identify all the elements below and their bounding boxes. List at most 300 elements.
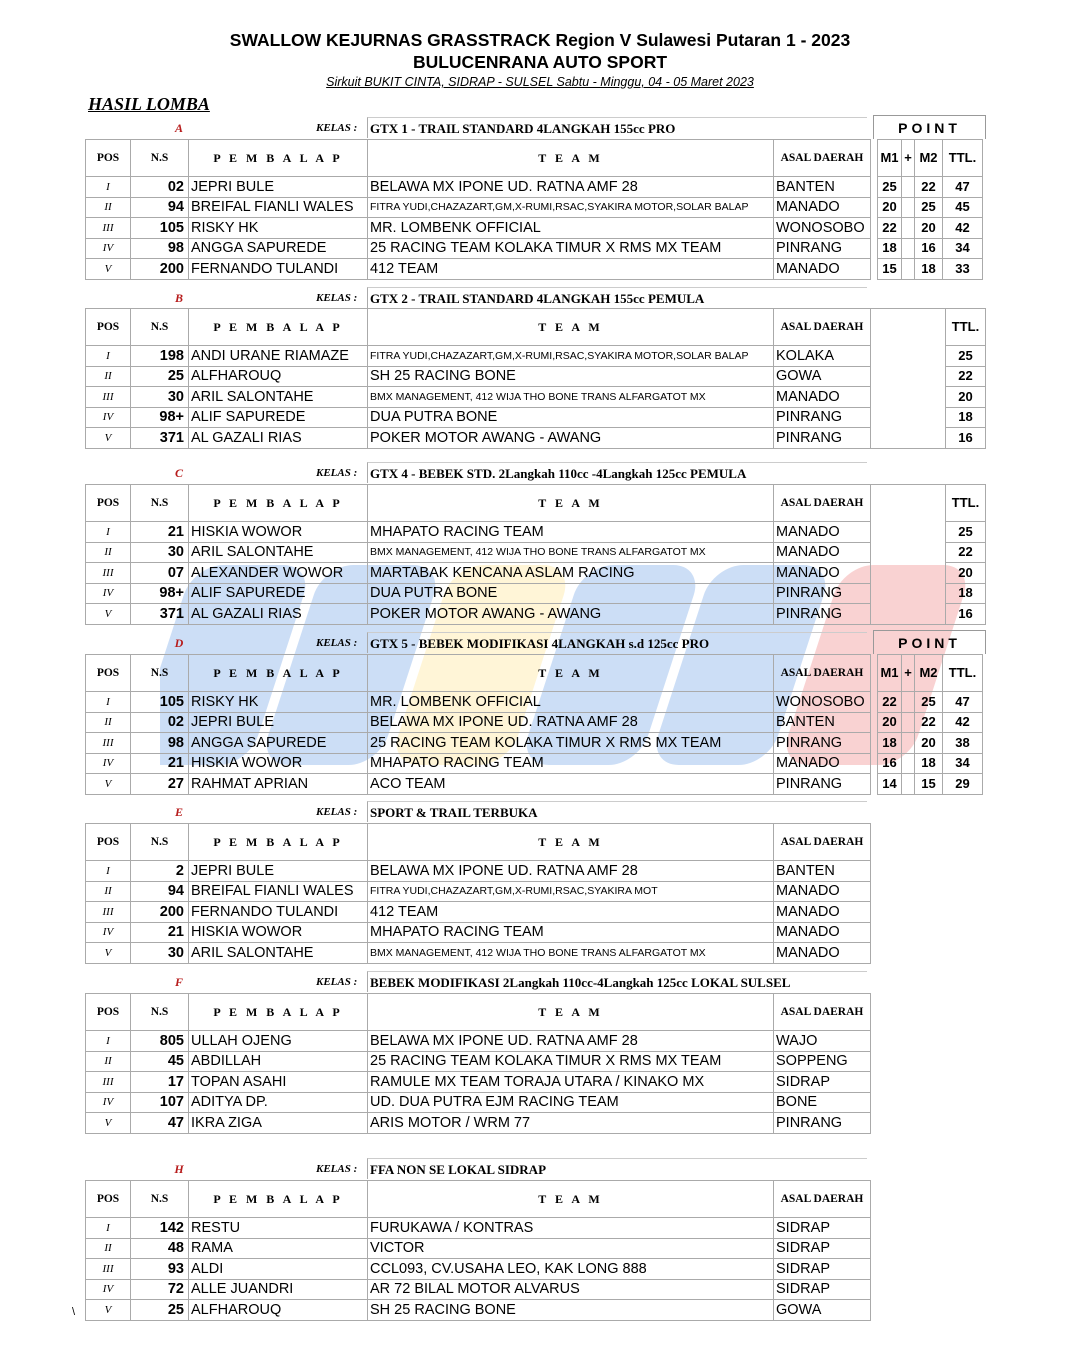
kelas-name: GTX 5 - BEBEK MODIFIKASI 4LANGKAH s.d 125cc PRO [367,632,867,653]
asal-cell: MANADO [774,387,871,408]
gap-cell [871,753,878,774]
team-cell: RAMULE MX TEAM TORAJA UTARA / KINAKO MX [368,1072,774,1093]
ns-cell: 94 [131,881,189,902]
rider-cell: BREIFAL FIANLI WALES [189,881,368,902]
point-title: POINT [873,115,986,139]
table-row [86,366,986,387]
asal-cell: SIDRAP [774,1238,871,1259]
gap-cell [871,407,946,428]
table-row [86,1279,871,1300]
col-asal: ASAL DAERAH [774,1181,871,1218]
pos-cell: I [86,861,131,882]
table-header [86,485,986,522]
col-ns: N.S [131,309,189,346]
ns-cell: 371 [131,604,189,625]
col-rider: P E M B A L A P [189,655,368,692]
asal-cell: MANADO [774,522,871,543]
ttl-cell: 16 [946,604,986,625]
m1-cell: 15 [878,259,902,280]
pos-cell: IV [86,1092,131,1113]
rider-cell: ALIF SAPUREDE [189,583,368,604]
team-cell: MR. LOMBENK OFFICIAL [368,692,774,713]
col-ns: N.S [131,485,189,522]
team-cell: BMX MANAGEMENT, 412 WIJA THO BONE TRANS ALFARGATOT MX [368,542,774,563]
m1-cell: 22 [878,218,902,239]
table-row [86,1092,871,1113]
col-m1: M1 [878,655,902,692]
ttl-cell: 34 [943,238,983,259]
ttl-cell: 34 [943,753,983,774]
ns-cell: 72 [131,1279,189,1300]
gap-cell [871,733,878,754]
rider-cell: RAHMAT APRIAN [189,774,368,795]
team-cell: VICTOR [368,1238,774,1259]
col-ns: N.S [131,655,189,692]
pos-cell: IV [86,407,131,428]
col-m1: M1 [878,140,902,177]
rider-cell: ALFHAROUQ [189,366,368,387]
table-row [86,387,986,408]
rider-cell: ANGGA SAPUREDE [189,733,368,754]
ttl-cell: 38 [943,733,983,754]
event-subtitle: Sirkuit BUKIT CINTA, SIDRAP - SULSEL Sabtu - Minggu, 04 - 05 Maret 2023 [326,75,754,89]
ttl-cell: 47 [943,177,983,198]
ns-cell: 45 [131,1051,189,1072]
pos-cell: V [86,774,131,795]
kelas-name: GTX 2 - TRAIL STANDARD 4LANGKAH 155cc PEMULA [367,287,867,308]
col-pos: POS [86,309,131,346]
ns-cell: 805 [131,1031,189,1052]
col-pos: POS [86,140,131,177]
col-pos: POS [86,824,131,861]
table-row [86,861,871,882]
pos-cell: III [86,902,131,923]
plus-cell [902,177,915,198]
asal-cell: MANADO [774,563,871,584]
table-row [86,1113,871,1134]
table-row [86,774,983,795]
rider-cell: RISKY HK [189,218,368,239]
col-ttl: TTL. [946,309,986,346]
table-row [86,197,983,218]
table-row [86,753,983,774]
team-cell: FITRA YUDI,CHAZAZART,GM,X-RUMI,RSAC,SYAKIRA MOTOR,SOLAR BALAP [368,197,774,218]
asal-cell: SIDRAP [774,1259,871,1280]
col-ns: N.S [131,1181,189,1218]
section-letter: A [174,121,183,135]
team-cell: BELAWA MX IPONE UD. RATNA AMF 28 [368,1031,774,1052]
rider-cell: HISKIA WOWOR [189,522,368,543]
ns-cell: 94 [131,197,189,218]
team-cell: BMX MANAGEMENT, 412 WIJA THO BONE TRANS ALFARGATOT MX [368,387,774,408]
ns-cell: 25 [131,1300,189,1321]
col-rider: P E M B A L A P [189,1181,368,1218]
gap-cell [871,238,878,259]
point-title: POINT [873,630,986,654]
asal-cell: GOWA [774,366,871,387]
gap-cell [871,428,946,449]
rider-cell: ARIL SALONTAHE [189,943,368,964]
team-cell: FITRA YUDI,CHAZAZART,GM,X-RUMI,RSAC,SYAKIRA MOTOR,SOLAR BALAP [368,346,774,367]
asal-cell: BANTEN [774,712,871,733]
rider-cell: JEPRI BULE [189,861,368,882]
gap-cell [871,387,946,408]
pos-cell: I [86,522,131,543]
plus-cell [902,774,915,795]
asal-cell: GOWA [774,1300,871,1321]
asal-cell: PINRANG [774,407,871,428]
gap-cell [871,177,878,198]
table-row [86,1031,871,1052]
asal-cell: MANADO [774,881,871,902]
kelas-label: KELAS : [316,467,358,479]
rider-cell: RAMA [189,1238,368,1259]
team-cell: MHAPATO RACING TEAM [368,753,774,774]
section-letter: C [174,466,183,480]
section-letter: D [174,636,184,650]
col-ttl: TTL. [946,485,986,522]
pos-cell: IV [86,922,131,943]
col-ttl: TTL. [943,655,983,692]
ns-cell: 200 [131,259,189,280]
team-cell: POKER MOTOR AWANG - AWANG [368,604,774,625]
ns-cell: 98 [131,238,189,259]
ns-cell: 30 [131,542,189,563]
plus-cell [902,712,915,733]
team-cell: 25 RACING TEAM KOLAKA TIMUR X RMS MX TEAM [368,1051,774,1072]
col-pos: POS [86,1181,131,1218]
team-cell: ACO TEAM [368,774,774,795]
pos-cell: II [86,881,131,902]
ns-cell: 27 [131,774,189,795]
rider-cell: ALFHAROUQ [189,1300,368,1321]
m1-cell: 16 [878,753,902,774]
col-rider: P E M B A L A P [189,994,368,1031]
pos-cell: III [86,218,131,239]
asal-cell: SIDRAP [774,1279,871,1300]
m2-cell: 20 [915,733,943,754]
section-letter: F [174,975,183,989]
gap-cell [871,522,946,543]
m2-cell: 16 [915,238,943,259]
col-team: T E A M [368,994,774,1031]
team-cell: SH 25 RACING BONE [368,366,774,387]
asal-cell: BANTEN [774,861,871,882]
m1-cell: 25 [878,177,902,198]
col-team: T E A M [368,140,774,177]
table-row [86,177,983,198]
ttl-cell: 20 [946,387,986,408]
gap-cell [871,563,946,584]
ns-cell: 98+ [131,583,189,604]
ttl-cell: 25 [946,346,986,367]
ttl-cell: 20 [946,563,986,584]
pos-cell: II [86,1051,131,1072]
gap-cell [871,259,878,280]
col-asal: ASAL DAERAH [774,655,871,692]
rider-cell: ALIF SAPUREDE [189,407,368,428]
asal-cell: MANADO [774,902,871,923]
asal-cell: BONE [774,1092,871,1113]
ttl-cell: 29 [943,774,983,795]
kelas-row [0,801,1080,823]
pos-cell: IV [86,583,131,604]
results-table [85,1180,871,1321]
col-ns: N.S [131,824,189,861]
table-header [86,1181,871,1218]
ns-cell: 02 [131,177,189,198]
rider-cell: ALLE JUANDRI [189,1279,368,1300]
pos-cell: IV [86,238,131,259]
pos-cell: I [86,346,131,367]
asal-cell: PINRANG [774,604,871,625]
kelas-label: KELAS : [316,976,358,988]
plus-cell [902,259,915,280]
rider-cell: ULLAH OJENG [189,1031,368,1052]
asal-cell: KOLAKA [774,346,871,367]
team-cell: UD. DUA PUTRA EJM RACING TEAM [368,1092,774,1113]
ns-cell: 07 [131,563,189,584]
m1-cell: 14 [878,774,902,795]
team-cell: AR 72 BILAL MOTOR ALVARUS [368,1279,774,1300]
col-rider: P E M B A L A P [189,309,368,346]
table-row [86,542,986,563]
col-rider: P E M B A L A P [189,824,368,861]
team-cell: BELAWA MX IPONE UD. RATNA AMF 28 [368,177,774,198]
rider-cell: IKRA ZIGA [189,1113,368,1134]
rider-cell: AL GAZALI RIAS [189,604,368,625]
asal-cell: PINRANG [774,428,871,449]
pos-cell: II [86,712,131,733]
kelas-label: KELAS : [316,637,358,649]
gap-cell [871,309,946,346]
table-row [86,881,871,902]
table-row [86,259,983,280]
section-letter: H [174,1162,184,1176]
kelas-label: KELAS : [316,806,358,818]
table-header [86,655,983,692]
ns-cell: 2 [131,861,189,882]
rider-cell: HISKIA WOWOR [189,922,368,943]
table-header [86,824,871,861]
team-cell: 412 TEAM [368,902,774,923]
plus-cell [902,733,915,754]
pos-cell: I [86,1218,131,1239]
kelas-name: BEBEK MODIFIKASI 2Langkah 110cc-4Langkah 125cc LOKAL SULSEL [367,971,867,992]
ns-cell: 105 [131,218,189,239]
m1-cell: 18 [878,733,902,754]
col-rider: P E M B A L A P [189,485,368,522]
ns-cell: 30 [131,387,189,408]
col-m2: M2 [915,140,943,177]
team-cell: CCL093, CV.USAHA LEO, KAK LONG 888 [368,1259,774,1280]
asal-cell: WONOSOBO [774,692,871,713]
table-row [86,1051,871,1072]
team-cell: 25 RACING TEAM KOLAKA TIMUR X RMS MX TEAM [368,238,774,259]
pos-cell: II [86,197,131,218]
team-cell: DUA PUTRA BONE [368,407,774,428]
table-header [86,140,983,177]
team-cell: 25 RACING TEAM KOLAKA TIMUR X RMS MX TEAM [368,733,774,754]
table-row [86,407,986,428]
stray-mark: \ [72,1306,76,1318]
section-letter: E [174,805,183,819]
m2-cell: 22 [915,177,943,198]
col-asal: ASAL DAERAH [774,309,871,346]
ns-cell: 93 [131,1259,189,1280]
kelas-name: FFA NON SE LOKAL SIDRAP [367,1158,867,1179]
pos-cell: III [86,733,131,754]
ns-cell: 25 [131,366,189,387]
pos-cell: V [86,943,131,964]
pos-cell: V [86,259,131,280]
col-team: T E A M [368,824,774,861]
col-ttl: TTL. [943,140,983,177]
rider-cell: ANDI URANE RIAMAZE [189,346,368,367]
pos-cell: I [86,177,131,198]
kelas-row [0,1158,1080,1180]
ttl-cell: 22 [946,542,986,563]
col-plus: + [902,140,915,177]
m1-cell: 22 [878,692,902,713]
hasil-lomba-heading: HASIL LOMBA [88,94,210,114]
rider-cell: JEPRI BULE [189,712,368,733]
pos-cell: IV [86,1279,131,1300]
col-pos: POS [86,994,131,1031]
rider-cell: AL GAZALI RIAS [189,428,368,449]
ttl-cell: 33 [943,259,983,280]
gap-cell [871,542,946,563]
pos-cell: V [86,1300,131,1321]
asal-cell: MANADO [774,542,871,563]
ns-cell: 371 [131,428,189,449]
ns-cell: 98 [131,733,189,754]
rider-cell: ARIL SALONTAHE [189,542,368,563]
kelas-name: GTX 1 - TRAIL STANDARD 4LANGKAH 155cc PRO [367,117,867,138]
kelas-label: KELAS : [316,1163,358,1175]
rider-cell: ALDI [189,1259,368,1280]
gap-cell [871,346,946,367]
rider-cell: BREIFAL FIANLI WALES [189,197,368,218]
ns-cell: 02 [131,712,189,733]
ns-cell: 200 [131,902,189,923]
rider-cell: RESTU [189,1218,368,1239]
table-row [86,428,986,449]
table-row [86,943,871,964]
team-cell: MHAPATO RACING TEAM [368,522,774,543]
table-row [86,692,983,713]
team-cell: FURUKAWA / KONTRAS [368,1218,774,1239]
asal-cell: MANADO [774,922,871,943]
col-asal: ASAL DAERAH [774,994,871,1031]
m2-cell: 18 [915,259,943,280]
table-row [86,902,871,923]
kelas-name: SPORT & TRAIL TERBUKA [367,801,867,822]
col-team: T E A M [368,309,774,346]
gap-cell [871,366,946,387]
rider-cell: ABDILLAH [189,1051,368,1072]
table-row [86,583,986,604]
asal-cell: PINRANG [774,774,871,795]
results-table [85,139,983,280]
ttl-cell: 18 [946,407,986,428]
ns-cell: 30 [131,943,189,964]
table-row [86,733,983,754]
pos-cell: IV [86,753,131,774]
rider-cell: ARIL SALONTAHE [189,387,368,408]
asal-cell: WONOSOBO [774,218,871,239]
ns-cell: 47 [131,1113,189,1134]
rider-cell: RISKY HK [189,692,368,713]
col-plus: + [902,655,915,692]
asal-cell: SIDRAP [774,1218,871,1239]
plus-cell [902,692,915,713]
m2-cell: 25 [915,692,943,713]
team-cell: 412 TEAM [368,259,774,280]
gap-cell [871,485,946,522]
asal-cell: BANTEN [774,177,871,198]
m1-cell: 20 [878,197,902,218]
pos-cell: I [86,1031,131,1052]
col-asal: ASAL DAERAH [774,485,871,522]
table-row [86,1218,871,1239]
kelas-row [0,287,1080,309]
col-pos: POS [86,485,131,522]
results-table [85,308,986,449]
ttl-cell: 45 [943,197,983,218]
results-table [85,993,871,1134]
ttl-cell: 16 [946,428,986,449]
col-asal: ASAL DAERAH [774,140,871,177]
gap-cell [871,774,878,795]
col-asal: ASAL DAERAH [774,824,871,861]
gap-cell [871,140,878,177]
gap-cell [871,692,878,713]
rider-cell: ADITYA DP. [189,1092,368,1113]
col-team: T E A M [368,1181,774,1218]
m2-cell: 15 [915,774,943,795]
kelas-label: KELAS : [316,122,358,134]
pos-cell: V [86,604,131,625]
table-row [86,346,986,367]
pos-cell: III [86,1259,131,1280]
table-row [86,1300,871,1321]
results-table [85,484,986,625]
team-cell: BELAWA MX IPONE UD. RATNA AMF 28 [368,861,774,882]
ttl-cell: 25 [946,522,986,543]
table-header [86,994,871,1031]
rider-cell: FERNANDO TULANDI [189,902,368,923]
gap-cell [871,712,878,733]
col-rider: P E M B A L A P [189,140,368,177]
ttl-cell: 47 [943,692,983,713]
asal-cell: PINRANG [774,238,871,259]
page-title: SWALLOW KEJURNAS GRASSTRACK Region V Sulawesi Putaran 1 - 2023 [229,30,851,50]
pos-cell: II [86,1238,131,1259]
table-header [86,309,986,346]
results-table [85,654,983,795]
gap-cell [871,218,878,239]
table-row [86,604,986,625]
gap-cell [871,583,946,604]
team-cell: FITRA YUDI,CHAZAZART,GM,X-RUMI,RSAC,SYAKIRA MOT [368,881,774,902]
rider-cell: FERNANDO TULANDI [189,259,368,280]
kelas-label: KELAS : [316,292,358,304]
table-row [86,238,983,259]
team-cell: ARIS MOTOR / WRM 77 [368,1113,774,1134]
table-row [86,522,986,543]
asal-cell: MANADO [774,943,871,964]
